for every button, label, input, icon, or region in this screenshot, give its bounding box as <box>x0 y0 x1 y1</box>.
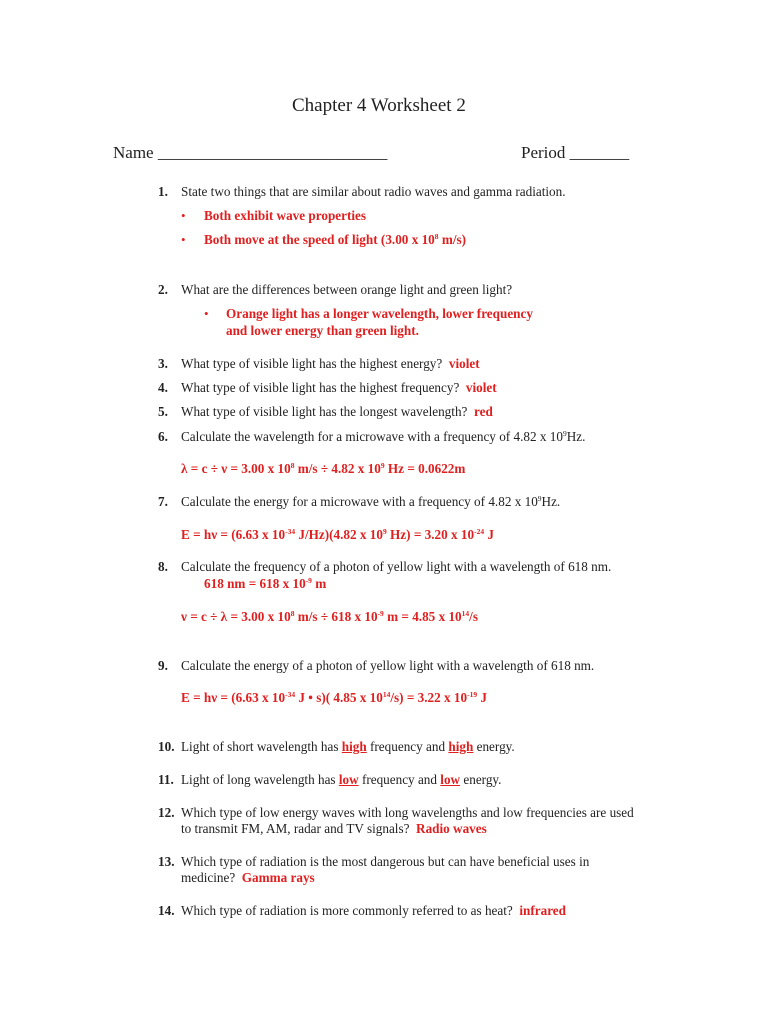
question-text: What are the differences between orange light and green light? <box>181 282 513 297</box>
question-number: 12. <box>158 805 175 820</box>
question-number: 14. <box>158 903 175 918</box>
answer-equation: ν = c ÷ λ = 3.00 x $10^8$ m/s ÷ 618 x $10^{-9}$ m = 4.85 x $10^{14}/s$ <box>181 609 478 624</box>
question-text: Calculate the energy for a microwave with a frequency of 4.82 x $10^9Hz$. <box>181 494 561 509</box>
answer-text: high <box>448 739 474 754</box>
question-text: What type of visible light has the highest frequency? violet <box>181 380 497 395</box>
question-number: 8. <box>158 559 168 574</box>
question-number: 6. <box>158 429 168 444</box>
question-number: 2. <box>158 282 168 297</box>
answer-text: Gamma rays <box>241 870 315 885</box>
answer-conversion: 618 nm = 618 x $10^{-9}$ m <box>204 576 327 591</box>
question-text: Calculate the frequency of a photon of yellow light with a wavelength of 618 nm. <box>181 559 612 574</box>
question-number: 7. <box>158 494 168 509</box>
answer-text: red <box>473 404 493 419</box>
question-text: Which type of radiation is the most dangerous but can have beneficial uses in <box>181 854 590 869</box>
page-title: Chapter 4 Worksheet 2 <box>292 95 466 116</box>
question-number: 3. <box>158 356 168 371</box>
answer-text: violet <box>448 356 480 371</box>
answer-text: Both move at the speed of light (3.00 x $10^8$ m/s) <box>204 232 467 247</box>
question-text: Calculate the energy of a photon of yellow light with a wavelength of 618 nm. <box>181 658 595 673</box>
question-number: 9. <box>158 658 168 673</box>
question-text: Light of long wavelength has low frequency and low energy. <box>181 772 502 787</box>
question-text: Which type of radiation is more commonly referred to as heat? infrared <box>181 903 566 918</box>
question-text: medicine? Gamma rays <box>181 870 315 885</box>
answer-text: violet <box>465 380 497 395</box>
answer-text: low <box>338 772 359 787</box>
answer-equation: E = hν = (6.63 x $10^{-34}$ J/Hz)(4.82 x $10^9$ Hz) = 3.20 x $10^{-24}$ J <box>181 527 495 542</box>
name-field[interactable]: Name ___________________________ <box>113 143 388 162</box>
question-number: 5. <box>158 404 168 419</box>
question-text: What type of visible light has the highest energy? violet <box>181 356 480 371</box>
answer-text: Orange light has a longer wavelength, lower frequency <box>226 306 533 321</box>
question-text: to transmit FM, AM, radar and TV signals? Radio waves <box>181 821 487 836</box>
question-number: 10. <box>158 739 175 754</box>
period-field[interactable]: Period _______ <box>521 143 630 162</box>
question-text: Calculate the wavelength for a microwave with a frequency of 4.82 x $10^9Hz$. <box>181 429 586 444</box>
question-text: State two things that are similar about radio waves and gamma radiation. <box>181 184 566 199</box>
bullet-icon: • <box>181 208 186 223</box>
answer-text: high <box>341 739 367 754</box>
answer-text: Both exhibit wave properties <box>204 208 367 223</box>
question-number: 4. <box>158 380 168 395</box>
answer-text: infrared <box>519 903 566 918</box>
question-number: 11. <box>158 772 174 787</box>
answer-equation: E = hν = (6.63 x $10^{-34}$ J • s)( 4.85 x $10^{14}/s) = 3.22$ x $10^{-19}$ J <box>181 690 488 705</box>
bullet-icon: • <box>181 232 186 247</box>
question-text: What type of visible light has the longest wavelength? red <box>181 404 493 419</box>
answer-text: low <box>440 772 461 787</box>
answer-text: Radio waves <box>416 821 487 836</box>
question-text: Which type of low energy waves with long wavelengths and low frequencies are used <box>181 805 634 820</box>
answer-text: and lower energy than green light. <box>226 323 419 338</box>
question-number: 13. <box>158 854 175 869</box>
question-text: Light of short wavelength has high frequency and high energy. <box>181 739 515 754</box>
question-number: 1. <box>158 184 168 199</box>
answer-equation: λ = c ÷ ν = 3.00 x $10^8$ m/s ÷ 4.82 x $10^9$ Hz = 0.0622m <box>181 461 466 476</box>
bullet-icon: • <box>204 306 209 321</box>
